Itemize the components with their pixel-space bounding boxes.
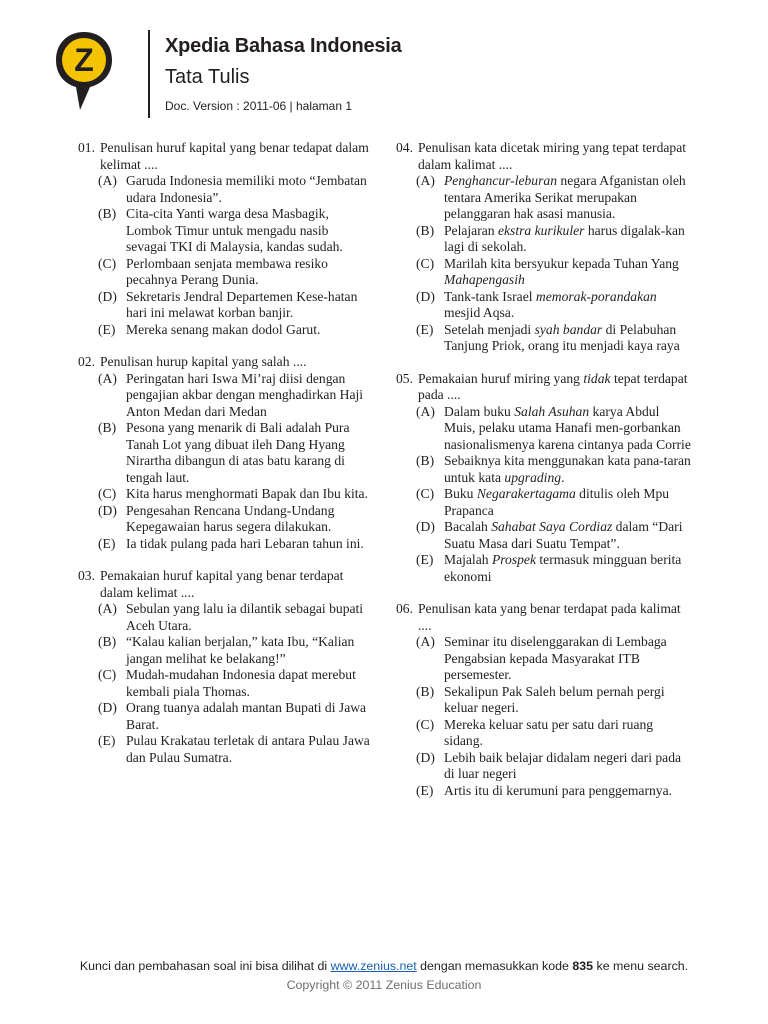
italic-text: Prospek xyxy=(491,552,536,567)
answer-option xyxy=(98,667,372,700)
option-letter: (C) xyxy=(98,255,117,271)
text-segment: Pulau Krakatau terletak di antara Pulau Jawa dan Pulau Sumatra. xyxy=(126,733,370,765)
option-letter: (C) xyxy=(98,667,117,682)
answer-option xyxy=(416,684,692,717)
text-segment: Penulisan kata yang benar terdapat pada kalimat .... xyxy=(418,601,681,633)
option-text xyxy=(126,322,372,339)
option-text xyxy=(444,634,692,684)
answer-option xyxy=(98,634,372,667)
option-letter: (B) xyxy=(98,206,117,221)
answer-option xyxy=(98,173,372,206)
text-segment: Sebulan yang lalu ia dilantik sebagai bupati Aceh Utara. xyxy=(126,601,364,633)
text-segment: Penulisan kata dicetak miring yang tepat terdapat dalam kalimat .... xyxy=(418,140,687,172)
page-number: halaman 1 xyxy=(295,99,353,113)
answer-option xyxy=(98,256,372,289)
option-letter: (E) xyxy=(98,321,116,337)
question xyxy=(78,140,372,338)
footer-text-2: dengan memasukkan kode xyxy=(416,959,573,973)
option-letter: (D) xyxy=(416,749,435,765)
answer-option xyxy=(98,322,372,339)
option-text xyxy=(126,371,372,421)
question xyxy=(78,354,372,552)
option-letter: (C) xyxy=(416,255,435,271)
option-letter: (B) xyxy=(98,634,117,649)
answer-option xyxy=(416,717,692,750)
option-text xyxy=(444,552,692,585)
text-segment: Seminar itu diselenggarakan di Lembaga Pengabsian kepada Masyarakat ITB persemester. xyxy=(444,634,667,682)
option-letter: (E) xyxy=(98,535,116,551)
doc-version-line xyxy=(165,99,352,113)
option-letter: (B) xyxy=(98,420,117,435)
question-text xyxy=(100,354,372,371)
answer-option xyxy=(416,783,692,800)
italic-text: Sahabat Saya Cordiaz xyxy=(491,519,613,534)
option-letter: (E) xyxy=(98,733,116,748)
text-segment: Mereka senang makan dodol Garut. xyxy=(126,321,321,337)
text-segment: termasuk mingguan berita ekonomi xyxy=(444,552,682,584)
question xyxy=(78,568,372,766)
text-segment: Peringatan hari Iswa Mi’raj diisi dengan pengajian akbar dengan menghadirkan Haji Anton Medan dari Medan xyxy=(126,370,364,419)
option-text xyxy=(444,322,692,355)
text-segment: ditulis oleh Mpu Prapanca xyxy=(444,486,670,518)
question-number: 03. xyxy=(78,568,95,583)
text-segment: tepat terdapat pada .... xyxy=(418,370,688,402)
option-letter: (D) xyxy=(98,502,117,518)
question-number: 04. xyxy=(396,140,413,155)
question-stem xyxy=(78,140,372,173)
question-text xyxy=(100,568,372,601)
text-segment: Marilah kita bersyukur kepada Tuhan Yang xyxy=(444,255,679,271)
text-segment: di Pelabuhan Tanjung Priok, orang itu menjadi kaya raya xyxy=(444,321,680,353)
text-segment: mesjid Aqsa. xyxy=(444,305,515,320)
answer-option xyxy=(416,256,692,289)
option-text xyxy=(126,486,372,503)
answer-option xyxy=(416,634,692,684)
option-text xyxy=(444,486,692,519)
answer-option xyxy=(98,486,372,503)
option-letter: (E) xyxy=(416,321,434,337)
italic-text: Salah Asuhan xyxy=(514,403,590,419)
option-letter: (E) xyxy=(416,782,434,798)
answer-option xyxy=(416,289,692,322)
option-text xyxy=(126,733,372,766)
question-number: 01. xyxy=(78,140,95,155)
doc-version: Doc. Version : 2011-06 | xyxy=(165,99,293,113)
text-segment: Pemakaian huruf kapital yang benar terdapat dalam kelimat .... xyxy=(100,568,344,600)
answer-option xyxy=(98,420,372,486)
text-segment: . xyxy=(561,469,565,485)
option-letter: (C) xyxy=(98,486,117,501)
logo-letter: Z xyxy=(74,42,94,78)
answer-option xyxy=(416,453,692,486)
answer-option xyxy=(98,503,372,536)
option-text xyxy=(126,536,372,553)
text-segment: Sekalipun Pak Saleh belum pernah pergi keluar negeri. xyxy=(444,683,665,715)
text-segment: Bacalah xyxy=(444,519,492,534)
zenius-logo xyxy=(54,30,114,112)
answer-option xyxy=(416,519,692,552)
italic-text: ekstra kurikuler xyxy=(497,222,585,238)
text-segment: Pengesahan Rencana Undang-Undang Kepegawaian harus segera dilakukan. xyxy=(126,502,335,534)
option-text xyxy=(444,519,692,552)
option-text xyxy=(444,223,692,256)
footer-text-1: Kunci dan pembahasan soal ini bisa dilihat di xyxy=(79,959,331,973)
text-segment: Ia tidak pulang pada hari Lebaran tahun ini. xyxy=(126,535,364,551)
option-text xyxy=(126,634,372,667)
text-segment: Artis itu di kerumuni para penggemarnya. xyxy=(444,782,673,798)
text-segment: Mereka keluar satu per satu dari ruang sidang. xyxy=(444,716,654,748)
italic-text: memorak-porandakan xyxy=(535,288,657,304)
option-letter: (E) xyxy=(416,552,434,567)
answer-option xyxy=(98,700,372,733)
answer-option xyxy=(98,206,372,256)
text-segment: Lebih baik belajar didalam negeri dari pada di luar negeri xyxy=(444,749,682,781)
italic-text: Penghancur-leburan xyxy=(444,173,557,188)
question xyxy=(396,140,692,355)
right-column xyxy=(396,140,692,815)
question-number: 02. xyxy=(78,354,95,369)
text-segment: Sebaiknya kita menggunakan kata pana-taran untuk kata xyxy=(444,453,691,485)
answer-option xyxy=(416,552,692,585)
question-text xyxy=(418,601,692,634)
option-letter: (B) xyxy=(416,222,435,238)
question-stem xyxy=(396,140,692,173)
option-text xyxy=(444,750,692,783)
option-letter: (D) xyxy=(98,700,117,715)
text-segment: Cita-cita Yanti warga desa Masbagik, Lombok Timur untuk mengadu nasib sevagai TKI di Malaysia, kandas sudah. xyxy=(126,206,343,254)
option-letter: (D) xyxy=(416,519,435,534)
text-segment: karya Abdul Muis, pelaku utama Hanafi men-gorbankan nasionalismenya karena cintanya pada Corrie xyxy=(444,403,691,452)
question-text xyxy=(100,140,372,173)
answer-option xyxy=(416,404,692,454)
text-segment: Mudah-mudahan Indonesia dapat merebut kembali piala Thomas. xyxy=(126,667,356,699)
italic-text: syah bandar xyxy=(534,321,603,337)
option-letter: (B) xyxy=(416,683,435,699)
option-letter: (A) xyxy=(98,173,117,188)
text-segment: Kita harus menghormati Bapak dan Ibu kita. xyxy=(126,486,368,501)
option-letter: (A) xyxy=(416,634,435,649)
option-text xyxy=(126,700,372,733)
option-text xyxy=(444,256,692,289)
option-text xyxy=(126,601,372,634)
left-column xyxy=(78,140,372,782)
option-letter: (D) xyxy=(98,288,117,304)
question-text xyxy=(418,140,692,173)
option-text xyxy=(444,684,692,717)
option-text xyxy=(444,717,692,750)
text-segment: Pemakaian huruf miring yang xyxy=(418,370,584,386)
option-letter: (D) xyxy=(416,288,435,304)
text-segment: Pesona yang menarik di Bali adalah Pura Tanah Lot yang dibuat ileh Dang Hyang Nirartha dibangun di atas batu karang di tengah laut. xyxy=(126,420,350,485)
answer-option xyxy=(98,371,372,421)
question xyxy=(396,601,692,799)
question xyxy=(396,371,692,586)
question-number: 06. xyxy=(396,601,413,616)
question-stem xyxy=(396,371,692,404)
text-segment: Penulisan huruf kapital yang benar tedapat dalam kelimat .... xyxy=(100,140,369,172)
zenius-link[interactable]: www.zenius.net xyxy=(330,959,417,973)
answer-option xyxy=(416,750,692,783)
text-segment: Sekretaris Jendral Departemen Kese-hatan hari ini melawat korban banjir. xyxy=(126,288,358,320)
zenius-logo-icon xyxy=(54,30,114,112)
question-stem xyxy=(396,601,692,634)
question-text xyxy=(418,371,692,404)
option-letter: (C) xyxy=(416,486,435,501)
answer-option xyxy=(416,322,692,355)
option-text xyxy=(126,289,372,322)
text-segment: Tank-tank Israel xyxy=(444,288,536,304)
option-text xyxy=(126,206,372,256)
answer-option xyxy=(416,173,692,223)
option-text xyxy=(126,667,372,700)
text-segment: harus digalak-kan lagi di sekolah. xyxy=(444,222,685,254)
option-letter: (A) xyxy=(416,403,435,419)
option-letter: (A) xyxy=(98,601,117,616)
italic-text: upgrading xyxy=(504,469,562,485)
answer-option xyxy=(98,536,372,553)
option-text xyxy=(126,256,372,289)
answer-option xyxy=(98,601,372,634)
text-segment: Setelah menjadi xyxy=(444,321,535,337)
italic-text: Mahapengasih xyxy=(444,272,525,287)
text-segment: Dalam buku xyxy=(444,403,515,419)
copyright: Copyright © 2011 Zenius Education xyxy=(286,978,482,992)
answer-option xyxy=(416,223,692,256)
header-divider xyxy=(148,30,150,118)
option-text xyxy=(444,289,692,322)
text-segment: Penulisan hurup kapital yang salah .... xyxy=(100,354,307,369)
option-letter: (B) xyxy=(416,453,435,468)
text-segment: negara Afganistan oleh tentara Amerika Serikat merupakan pelanggaran hak asasi manusia. xyxy=(444,173,686,221)
option-text xyxy=(444,404,692,454)
footer-text-3: ke menu search. xyxy=(593,959,689,973)
option-letter: (A) xyxy=(98,370,117,386)
italic-text: Negarakertagama xyxy=(476,486,576,501)
text-segment: Majalah xyxy=(444,552,492,567)
option-letter: (C) xyxy=(416,716,435,732)
text-segment: Garuda Indonesia memiliki moto “Jembatan udara Indonesia”. xyxy=(126,173,367,205)
text-segment: Perlombaan senjata membawa resiko pecahnya Perang Dunia. xyxy=(126,255,328,287)
answer-option xyxy=(98,733,372,766)
page-title: Xpedia Bahasa Indonesia xyxy=(165,35,402,57)
option-text xyxy=(444,173,692,223)
option-text xyxy=(126,420,372,486)
answer-option xyxy=(416,486,692,519)
text-segment: dalam “Dari Suatu Masa dari Suatu Tempat”. xyxy=(444,519,683,551)
question-stem xyxy=(78,354,372,371)
option-letter: (A) xyxy=(416,173,435,188)
option-text xyxy=(126,173,372,206)
text-segment: Pelajaran xyxy=(444,222,498,238)
page-subtitle: Tata Tulis xyxy=(165,66,250,88)
answer-option xyxy=(98,289,372,322)
option-text xyxy=(126,503,372,536)
question-number: 05. xyxy=(396,370,413,386)
italic-text: tidak xyxy=(583,370,611,386)
footer-note xyxy=(0,959,768,973)
option-text xyxy=(444,453,692,486)
search-code: 835 xyxy=(572,959,594,973)
text-segment: “Kalau kalian berjalan,” kata Ibu, “Kalian jangan melihat ke belakang!” xyxy=(126,634,355,666)
option-text xyxy=(444,783,692,800)
text-segment: Orang tuanya adalah mantan Bupati di Jawa Barat. xyxy=(126,700,367,732)
question-stem xyxy=(78,568,372,601)
text-segment: Buku xyxy=(444,486,477,501)
